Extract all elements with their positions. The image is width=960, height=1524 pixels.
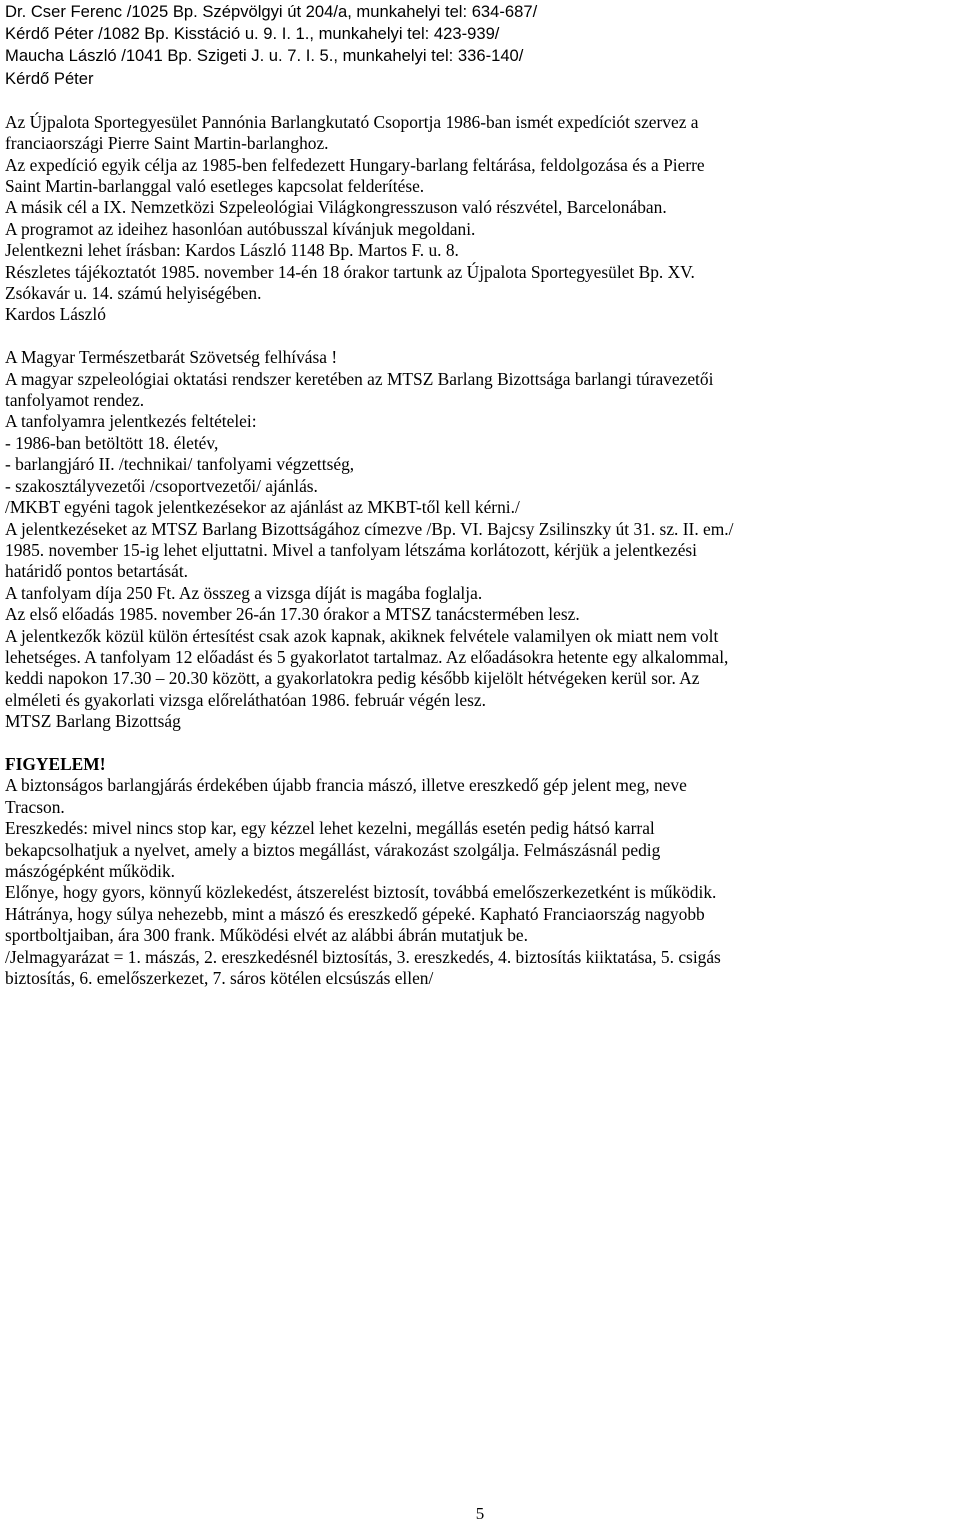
expedition-line-7: Jelentkezni lehet írásban: Kardos László 1148 Bp. Martos F. u. 8. [5, 240, 459, 261]
expedition-line-5: A másik cél a IX. Nemzetközi Szpeleológiai Világkongresszuson való részvétel, Barcelonában. [5, 197, 667, 218]
expedition-line-3: Az expedíció egyik célja az 1985-ben felfedezett Hungary-barlang feltárása, feldolgozása és a Pierre [5, 154, 705, 175]
mtsz-line-11: határidő pontos betartását. [5, 561, 189, 582]
mtsz-title: A Magyar Természetbarát Szövetség felhívása ! [5, 347, 338, 368]
contact-line-4: Kérdő Péter [5, 68, 94, 88]
notice-line-6: Előnye, hogy gyors, könnyű közlekedést, átszerelést biztosít, továbbá emelőszerkezetként is működik. [5, 882, 717, 903]
contact-line-3: Maucha László /1041 Bp. Szigeti J. u. 7. I. 5., munkahelyi tel: 336-140/ [5, 46, 524, 66]
mtsz-line-2: A magyar szpeleológiai oktatási rendszer keretében az MTSZ Barlang Bizottsága barlangi túravezetői [5, 368, 714, 389]
notice-section [5, 754, 955, 989]
notice-line-4: bekapcsolhatjuk a nyelvet, amely a biztos megállást, várakozást szolgálja. Felmászásnál pedig [5, 839, 661, 860]
expedition-line-6: A programot az ideihez hasonlóan autóbusszal kívánjuk megoldani. [5, 218, 476, 239]
expedition-line-1: Az Újpalota Sportegyesület Pannónia Barlangkutató Csoportja 1986-ban ismét expedíciót szervez a [5, 111, 699, 132]
mtsz-line-15: lehetséges. A tanfolyam 12 előadást és 5 gyakorlatot tartalmaz. Az előadásokra hetente egy alkalommal, [5, 646, 729, 667]
notice-line-10: biztosítás, 6. emelőszerkezet, 7. sáros kötélen elcsúszás ellen/ [5, 968, 434, 989]
mtsz-announcement [5, 347, 955, 732]
expedition-line-4: Saint Martin-barlanggal való esetleges kapcsolat felderítése. [5, 176, 425, 197]
mtsz-line-4: A tanfolyamra jelentkezés feltételei: [5, 411, 257, 432]
page-number: 5 [475, 1504, 485, 1523]
document-page [5, 0, 955, 989]
mtsz-signature: MTSZ Barlang Bizottság [5, 711, 181, 732]
mtsz-line-6: - barlangjáró II. /technikai/ tanfolyami végzettség, [5, 454, 355, 475]
notice-line-7: Hátránya, hogy súlya nehezebb, mint a mászó és ereszkedő gépeké. Kapható Franciaország nagyobb [5, 903, 705, 924]
mtsz-line-5: - 1986-ban betöltött 18. életév, [5, 432, 219, 453]
mtsz-line-17: elméleti és gyakorlati vizsga előreláthatóan 1986. február végén lesz. [5, 689, 486, 710]
expedition-signature: Kardos László [5, 304, 106, 325]
header-contacts [5, 0, 955, 90]
mtsz-line-13: Az első előadás 1985. november 26-án 17.30 órakor a MTSZ tanácstermében lesz. [5, 604, 580, 625]
spacer [5, 326, 955, 347]
mtsz-line-9: A jelentkezéseket az MTSZ Barlang Bizottságához címezve /Bp. VI. Bajcsy Zsilinszky út 31. sz. II. em./ [5, 518, 734, 539]
contact-line-1: Dr. Cser Ferenc /1025 Bp. Szépvölgyi út 204/a, munkahelyi tel: 634-687/ [5, 2, 538, 21]
expedition-line-8: Részletes tájékoztatót 1985. november 14-én 18 órakor tartunk az Újpalota Sportegyesület Bp. XV. [5, 261, 695, 282]
expedition-line-9: Zsókavár u. 14. számú helyiségében. [5, 283, 262, 304]
spacer [5, 733, 955, 754]
notice-line-8: sportboltjaiban, ára 300 frank. Működési elvét az alábbi ábrán mutatjuk be. [5, 925, 529, 946]
mtsz-line-14: A jelentkezők közül külön értesítést csak azok kapnak, akiknek felvétele valamilyen ok miatt nem volt [5, 625, 719, 646]
notice-line-1: A biztonságos barlangjárás érdekében újabb francia mászó, illetve ereszkedő gép jelent meg, neve [5, 775, 687, 796]
mtsz-line-3: tanfolyamot rendez. [5, 390, 145, 411]
notice-line-3: Ereszkedés: mivel nincs stop kar, egy kézzel lehet kezelni, megállás esetén pedig hátsó karral [5, 818, 655, 839]
mtsz-line-7: - szakosztályvezetői /csoportvezetői/ ajánlás. [5, 475, 318, 496]
notice-line-9: /Jelmagyarázat = 1. mászás, 2. ereszkedésnél biztosítás, 3. ereszkedés, 4. biztosítás kiiktatása, 5. csigás [5, 946, 721, 967]
notice-line-5: mászógépként működik. [5, 861, 176, 881]
mtsz-line-8: /MKBT egyéni tagok jelentkezésekor az ajánlást az MKBT-től kell kérni./ [5, 497, 520, 518]
expedition-announcement [5, 112, 955, 326]
notice-line-2: Tracson. [5, 796, 65, 817]
mtsz-line-16: keddi napokon 17.30 – 20.30 között, a gyakorlatokra pedig később kijelölt hétvégeken kerül sor. Az [5, 668, 700, 689]
contact-line-2: Kérdő Péter /1082 Bp. Kisstáció u. 9. I. 1., munkahelyi tel: 423-939/ [5, 24, 500, 44]
spacer [5, 90, 955, 112]
expedition-line-2: franciaországi Pierre Saint Martin-barlanghoz. [5, 133, 329, 154]
notice-heading: FIGYELEM! [5, 753, 106, 774]
mtsz-line-10: 1985. november 15-ig lehet eljuttatni. Mivel a tanfolyam létszáma korlátozott, kérjük a jelentkezési [5, 539, 698, 560]
mtsz-line-12: A tanfolyam díja 250 Ft. Az összeg a vizsga díját is magába foglalja. [5, 582, 483, 603]
